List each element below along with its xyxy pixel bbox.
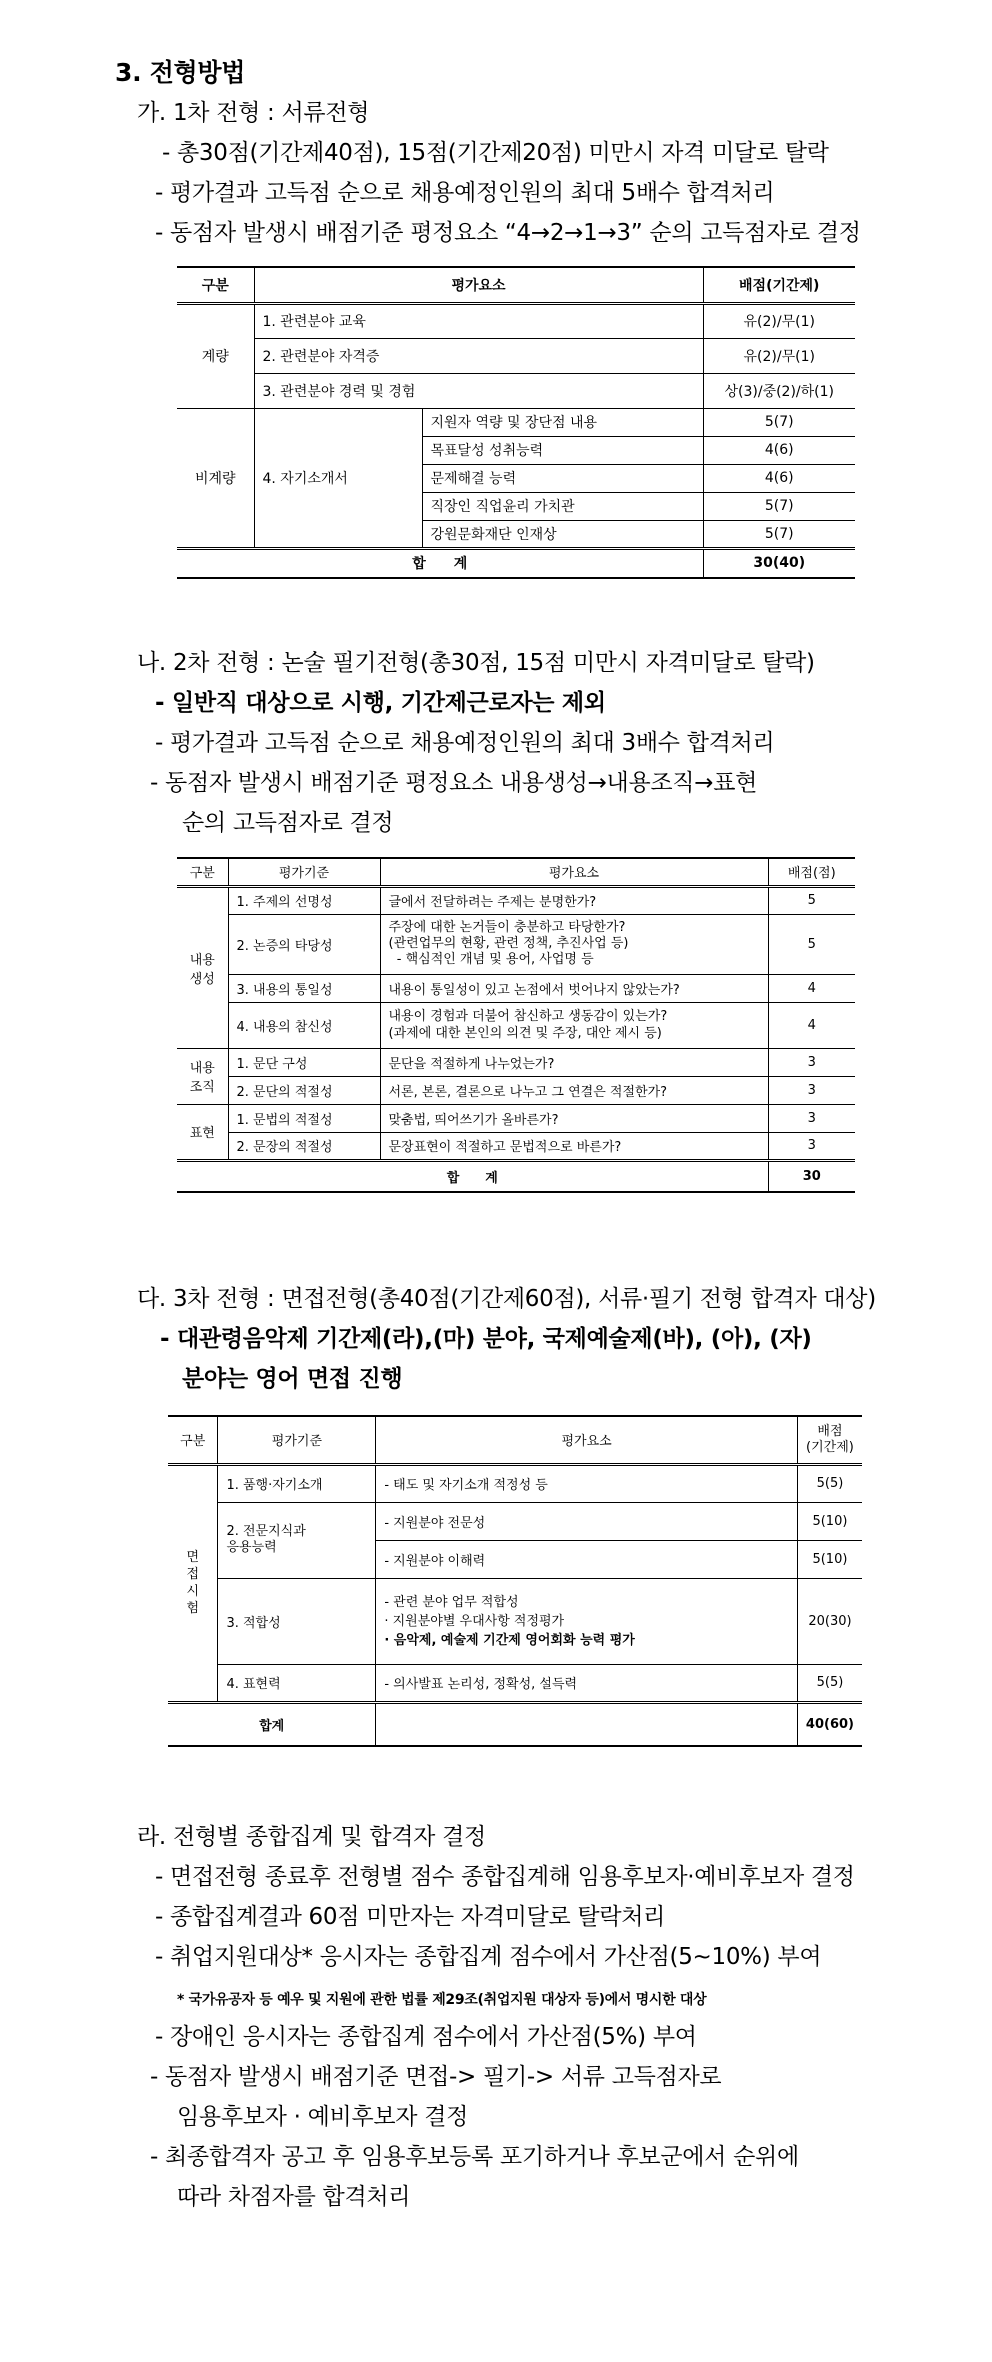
sub-item-cell: 직장인 직업윤리 가치관 xyxy=(422,492,703,520)
table-header: 구분 xyxy=(168,1416,218,1464)
da-bullet-1-cont: 분야는 영어 면접 진행 xyxy=(182,1366,403,1392)
score-cell: 4 xyxy=(768,1002,855,1048)
total-score: 30(40) xyxy=(703,548,855,578)
ga-heading: 가. 1차 전형 : 서류전형 xyxy=(137,100,370,126)
score-cell: 4 xyxy=(768,974,855,1002)
footnote: * 국가유공자 등 예우 및 지원에 관한 법률 제29조(취업지원 대상자 등)에서 명시한 대상 xyxy=(177,1992,707,2008)
total-score: 40(60) xyxy=(797,1702,862,1746)
criterion-cell: 2. 논증의 타당성 xyxy=(228,914,380,974)
interview-table xyxy=(168,1415,862,1747)
ra-bullet-6-cont: 따라 차점자를 합격처리 xyxy=(177,2184,411,2210)
ga-bullet-3: - 동점자 발생시 배점기준 평정요소 “4→2→1→3” 순의 고득점자로 결정 xyxy=(155,220,861,246)
score-cell: 5(7) xyxy=(703,520,855,548)
total-label: 합계 xyxy=(168,1702,376,1746)
sub-item-cell: 문제해결 능력 xyxy=(422,464,703,492)
ra-bullet-5: - 동점자 발생시 배점기준 면접-> 필기-> 서류 고득점자로 xyxy=(150,2064,722,2090)
score-cell: 3 xyxy=(768,1048,855,1076)
criterion-cell: 3. 적합성 xyxy=(218,1578,376,1664)
section-title: 3. 전형방법 xyxy=(115,58,246,87)
na-bullet-2: - 평가결과 고득점 순으로 채용예정인원의 최대 3배수 합격처리 xyxy=(155,730,775,756)
score-cell: 4(6) xyxy=(703,464,855,492)
item-cell: 2. 관련분야 자격증 xyxy=(254,338,703,373)
score-cell: 5 xyxy=(768,914,855,974)
total-score: 30 xyxy=(768,1160,855,1192)
table-header: 평가기준 xyxy=(228,858,380,886)
element-cell: 문단을 적절하게 나누었는가? xyxy=(380,1048,768,1076)
da-bullet-1: - 대관령음악제 기간제(라),(마) 분야, 국제예술제(바), (아), (자) xyxy=(160,1326,812,1352)
criterion-cell: 1. 주제의 선명성 xyxy=(228,886,380,914)
score-cell: 5(10) xyxy=(797,1502,862,1540)
item-cell: 3. 관련분야 경력 및 경험 xyxy=(254,373,703,408)
na-bullet-3-cont: 순의 고득점자로 결정 xyxy=(182,810,394,836)
group-cell: 표현 xyxy=(177,1104,228,1160)
element-line: (과제에 대한 본인의 의견 및 주장, 대안 제시 등) xyxy=(388,1026,662,1041)
table-header: 배점 (기간제) xyxy=(797,1416,862,1464)
criterion-cell: 2. 문장의 적절성 xyxy=(228,1132,380,1160)
score-cell: 5 xyxy=(768,886,855,914)
na-bullet-3: - 동점자 발생시 배점기준 평정요소 내용생성→내용조직→표현 xyxy=(150,770,758,796)
sub-item-cell: 지원자 역량 및 장단점 내용 xyxy=(422,408,703,436)
element-line: - 관련 분야 업무 적합성 xyxy=(384,1594,519,1610)
sub-item-cell: 강원문화재단 인재상 xyxy=(422,520,703,548)
score-cell: 유(2)/무(1) xyxy=(703,303,855,338)
da-heading: 다. 3차 전형 : 면접전형(총40점(기간제60점), 서류·필기 전형 합격자 대상) xyxy=(137,1286,876,1312)
element-line: (관련업무의 현황, 관련 정책, 추진사업 등) xyxy=(388,936,629,951)
table-header: 배점(기간제) xyxy=(703,267,855,303)
element-line-bold: · 음악제, 예술제 기간제 영어회화 능력 평가 xyxy=(384,1632,635,1648)
criterion-cell: 1. 문법의 적절성 xyxy=(228,1104,380,1132)
element-cell: 글에서 전달하려는 주제는 분명한가? xyxy=(380,886,768,914)
element-cell: 맞춤법, 띄어쓰기가 올바른가? xyxy=(380,1104,768,1132)
sub-item-cell: 목표달성 성취능력 xyxy=(422,436,703,464)
score-cell: 3 xyxy=(768,1076,855,1104)
total-label: 합 계 xyxy=(177,1160,768,1192)
group-cell: 내용 생성 xyxy=(177,886,228,1048)
ga-bullet-1: - 총30점(기간제40점), 15점(기간제20점) 미만시 자격 미달로 탈락 xyxy=(162,140,829,166)
element-cell: - 지원분야 이해력 xyxy=(376,1540,798,1578)
score-cell: 5(10) xyxy=(797,1540,862,1578)
ra-heading: 라. 전형별 종합집계 및 합격자 결정 xyxy=(137,1824,486,1850)
score-cell: 5(7) xyxy=(703,492,855,520)
score-cell: 상(3)/중(2)/하(1) xyxy=(703,373,855,408)
group-cell: 비계량 xyxy=(177,408,254,548)
criterion-cell: 1. 문단 구성 xyxy=(228,1048,380,1076)
score-cell: 4(6) xyxy=(703,436,855,464)
total-label: 합 계 xyxy=(177,548,703,578)
ra-bullet-5-cont: 임용후보자 · 예비후보자 결정 xyxy=(177,2104,469,2130)
na-heading: 나. 2차 전형 : 논술 필기전형(총30점, 15점 미만시 자격미달로 탈락) xyxy=(137,650,815,676)
table-header: 평가요소 xyxy=(380,858,768,886)
element-cell: - 태도 및 자기소개 적정성 등 xyxy=(376,1464,798,1502)
ra-bullet-4: - 장애인 응시자는 종합집계 점수에서 가산점(5%) 부여 xyxy=(155,2024,697,2050)
table-header: 평가요소 xyxy=(254,267,703,303)
group-cell: 내용 조직 xyxy=(177,1048,228,1104)
score-cell: 유(2)/무(1) xyxy=(703,338,855,373)
score-cell: 20(30) xyxy=(797,1578,862,1664)
criterion-cell: 2. 문단의 적절성 xyxy=(228,1076,380,1104)
ga-bullet-2: - 평가결과 고득점 순으로 채용예정인원의 최대 5배수 합격처리 xyxy=(155,180,775,206)
element-cell: 서론, 본론, 결론으로 나누고 그 연결은 적절한가? xyxy=(380,1076,768,1104)
score-cell: 3 xyxy=(768,1104,855,1132)
table-header: 배점(점) xyxy=(768,858,855,886)
score-cell: 5(5) xyxy=(797,1464,862,1502)
ra-bullet-6: - 최종합격자 공고 후 임용후보등록 포기하거나 후보군에서 순위에 xyxy=(150,2144,799,2170)
score-cell: 5(7) xyxy=(703,408,855,436)
element-line: · 지원분야별 우대사항 적정평가 xyxy=(384,1613,565,1629)
na-bullet-1: - 일반직 대상으로 시행, 기간제근로자는 제외 xyxy=(155,690,606,716)
score-cell: 5(5) xyxy=(797,1664,862,1702)
criterion-cell: 4. 내용의 참신성 xyxy=(228,1002,380,1048)
ra-bullet-1: - 면접전형 종료후 전형별 점수 종합집계해 임용후보자·예비후보자 결정 xyxy=(155,1864,855,1890)
element-line: - 핵심적인 개념 및 용어, 사업명 등 xyxy=(388,952,594,967)
item-cell: 1. 관련분야 교육 xyxy=(254,303,703,338)
element-cell: - 의사발표 논리성, 정확성, 설득력 xyxy=(376,1664,798,1702)
element-cell: 문장표현이 적절하고 문법적으로 바른가? xyxy=(380,1132,768,1160)
table-header: 평가기준 xyxy=(218,1416,376,1464)
table-header: 구분 xyxy=(177,267,254,303)
essay-table xyxy=(177,857,855,1193)
ra-bullet-3: - 취업지원대상* 응시자는 종합집계 점수에서 가산점(5~10%) 부여 xyxy=(155,1944,822,1970)
group-cell: 면 접 시 험 xyxy=(168,1464,218,1702)
group-cell: 계량 xyxy=(177,303,254,408)
criterion-cell: 1. 품행·자기소개 xyxy=(218,1464,376,1502)
element-cell: - 지원분야 전문성 xyxy=(376,1502,798,1540)
element-line: 주장에 대한 논거들이 충분하고 타당한가? xyxy=(388,920,626,935)
element-line: 내용이 경험과 더불어 참신하고 생동감이 있는가? xyxy=(388,1009,668,1024)
element-cell: 내용이 통일성이 있고 논점에서 벗어나지 않았는가? xyxy=(380,974,768,1002)
criterion-cell: 4. 표현력 xyxy=(218,1664,376,1702)
criterion-cell: 2. 전문지식과 응용능력 xyxy=(218,1502,376,1578)
criterion-cell: 3. 내용의 통일성 xyxy=(228,974,380,1002)
table-header: 구분 xyxy=(177,858,228,886)
score-cell: 3 xyxy=(768,1132,855,1160)
item-cell: 4. 자기소개서 xyxy=(254,408,422,548)
table-header: 평가요소 xyxy=(376,1416,798,1464)
ra-bullet-2: - 종합집계결과 60점 미만자는 자격미달로 탈락처리 xyxy=(155,1904,666,1930)
screening-table xyxy=(177,266,855,579)
